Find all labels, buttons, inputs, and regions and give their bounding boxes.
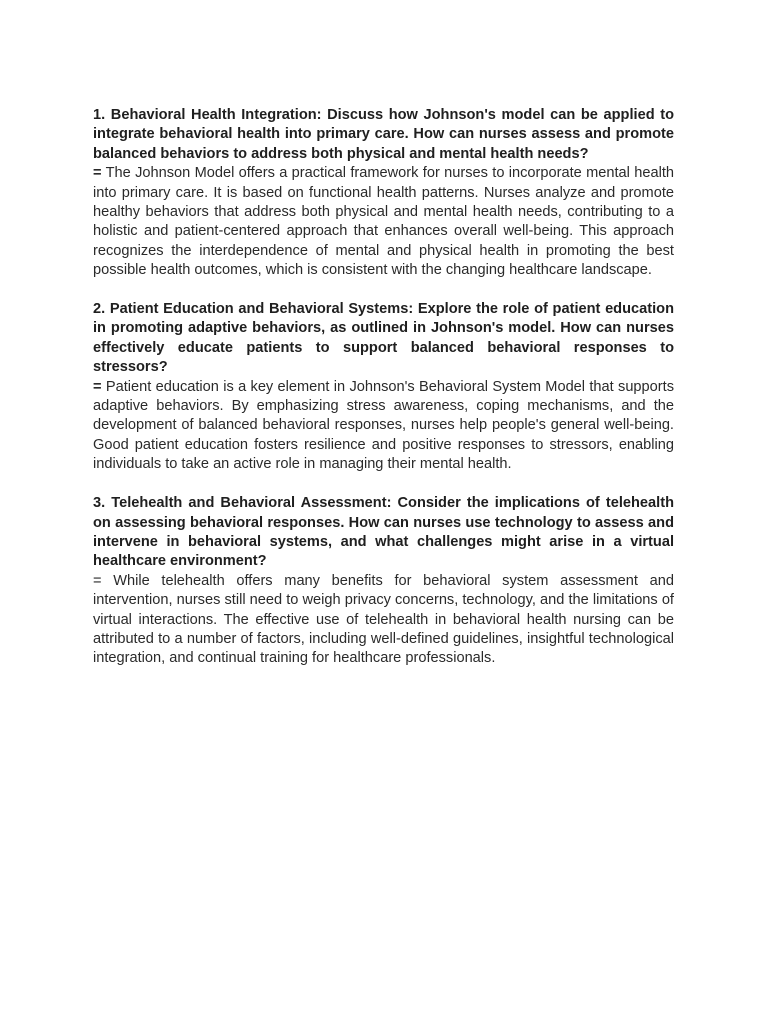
answer-1 — [93, 164, 674, 280]
qa-section-2 — [93, 300, 674, 475]
document-page — [93, 106, 674, 688]
answer-text: Patient education is a key element in Johnson's Behavioral System Model that supports adaptive behaviors. By emphasizing stress awareness, coping mechanisms, and the development of balanced behavioral responses, nurses help people's general well-being. Good patient education fosters resilience and positive responses to stressors, enabling individuals to take an active role in managing their mental health. — [93, 378, 674, 473]
question-3: 3. Telehealth and Behavioral Assessment: Consider the implications of telehealth on assessing behavioral responses. How can nurses use technology to assess and intervene in behavioral systems, and what challenges might arise in a virtual healthcare environment? — [93, 495, 674, 570]
question-2: 2. Patient Education and Behavioral Systems: Explore the role of patient education in promoting adaptive behaviors, as outlined in Johnson's model. How can nurses effectively educate patients to support balanced behavioral responses to stressors? — [93, 301, 674, 376]
answer-marker: = — [93, 378, 102, 395]
answer-2 — [93, 378, 674, 475]
answer-3 — [93, 572, 674, 669]
question-1: 1. Behavioral Health Integration: Discuss how Johnson's model can be applied to integrate behavioral health into primary care. How can nurses assess and promote balanced behaviors to address both physical and mental health needs? — [93, 107, 674, 162]
answer-marker: = — [93, 165, 102, 182]
answer-marker: = — [93, 572, 102, 589]
qa-section-3 — [93, 494, 674, 669]
answer-text: The Johnson Model offers a practical framework for nurses to incorporate mental health into primary care. It is based on functional health patterns. Nurses analyze and promote healthy behaviors that address both physical and mental health needs, contributing to a holistic and patient-centered approach that enhances overall well-being. This approach recognizes the interdependence of mental and physical health in promoting the best possible health outcomes, which is consistent with the changing healthcare landscape. — [93, 165, 674, 279]
qa-section-1 — [93, 106, 674, 281]
answer-text: While telehealth offers many benefits for behavioral system assessment and intervention, nurses still need to weigh privacy concerns, technology, and the limitations of virtual interactions. The effective use of telehealth in behavioral health nursing can be attributed to a number of factors, including well-defined guidelines, insightful technological integration, and continual training for healthcare professionals. — [93, 572, 674, 667]
